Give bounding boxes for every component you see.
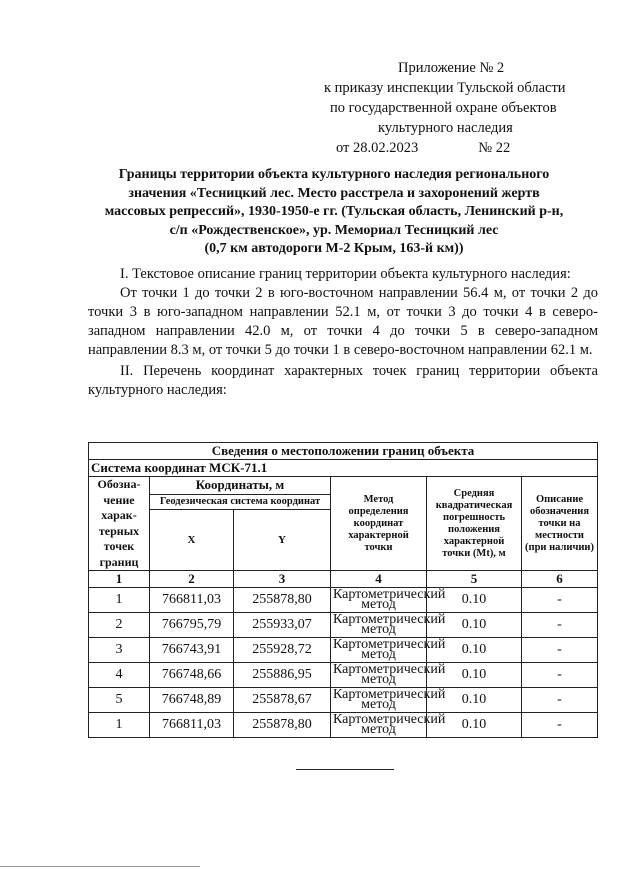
col-number: 4	[331, 571, 427, 588]
cell-point: 1	[89, 588, 150, 613]
cell-point: 2	[89, 613, 150, 638]
cell-error: 0.10	[427, 588, 522, 613]
col-header-method: Метод определения координат характерной точки	[331, 477, 427, 571]
cell-x: 766811,03	[150, 713, 234, 738]
cell-x: 766811,03	[150, 588, 234, 613]
order-number: № 22	[478, 140, 511, 156]
cell-point: 1	[89, 713, 150, 738]
coordinate-system: Система координат МСК-71.1	[89, 460, 598, 477]
cell-point: 3	[89, 638, 150, 663]
cell-desc: -	[522, 713, 598, 738]
cell-y: 255933,07	[234, 613, 331, 638]
document-title	[86, 166, 582, 259]
cell-desc: -	[522, 588, 598, 613]
cell-method: Картометрический метод	[331, 638, 427, 663]
cell-method: Картометрический метод	[331, 688, 427, 713]
appendix-date-line	[318, 138, 618, 158]
col-header-y: Y	[234, 510, 331, 571]
cell-y: 255886,95	[234, 663, 331, 688]
cell-x: 766748,66	[150, 663, 234, 688]
table-title: Сведения о местоположении границ объекта	[89, 443, 598, 460]
appendix-heritage: культурного наследия	[378, 120, 513, 136]
cell-desc: -	[522, 663, 598, 688]
cell-method: Картометрический метод	[331, 713, 427, 738]
appendix-authority: по государственной охране объектов	[330, 100, 557, 116]
title-line: с/п «Рождественское», ур. Мемориал Тесницкий лес	[169, 222, 499, 238]
col-number: 3	[234, 571, 331, 588]
cell-y: 255878,80	[234, 713, 331, 738]
cell-desc: -	[522, 638, 598, 663]
closing-rule	[296, 769, 394, 770]
col-header-point: Обозна- чение харак- терных точек границ	[89, 477, 150, 571]
section-1-heading: I. Текстовое описание границ территории объекта культурного наследия:	[120, 266, 571, 282]
cell-x: 766795,79	[150, 613, 234, 638]
scan-edge-line	[0, 866, 200, 867]
cell-error: 0.10	[427, 638, 522, 663]
appendix-order-ref: к приказу инспекции Тульской области	[324, 80, 566, 96]
title-line: значения «Тесницкий лес. Место расстрела и захоронений жертв	[128, 185, 540, 201]
column-numbers-row	[89, 571, 598, 588]
col-header-desc: Описание обозначения точки на местности (при наличии)	[522, 477, 598, 571]
col-number: 1	[89, 571, 150, 588]
coordinates-table	[88, 442, 598, 738]
col-number: 6	[522, 571, 598, 588]
col-header-x: X	[150, 510, 234, 571]
cell-y: 255878,67	[234, 688, 331, 713]
document-body	[88, 265, 598, 400]
section-2-heading: II. Перечень координат характерных точек границ территории объекта культурного наследия:	[88, 363, 598, 398]
cell-method: Картометрический метод	[331, 613, 427, 638]
col-header-coords: Координаты, м	[150, 477, 331, 495]
appendix-header	[318, 58, 618, 158]
title-line: массовых репрессий», 1930-1950-е гг. (Тульская область, Ленинский р-н,	[104, 204, 564, 219]
cell-y: 255928,72	[234, 638, 331, 663]
title-line: (0,7 км автодороги М-2 Крым, 163-й км))	[204, 241, 464, 256]
col-header-geo: Геодезическая система координат	[150, 494, 331, 509]
cell-method: Картометрический метод	[331, 663, 427, 688]
cell-x: 766743,91	[150, 638, 234, 663]
cell-point: 5	[89, 688, 150, 713]
cell-error: 0.10	[427, 713, 522, 738]
cell-error: 0.10	[427, 663, 522, 688]
section-1-text: От точки 1 до точки 2 в юго-восточном направлении 56.4 м, от точки 2 до точки 3 в юго-западном направлении 52.1 м, от точки 3 до точки 4 в северо-западном направлении 42.0 м, от точки 4 до точки 5 в северо-западном направлении 8.3 м, от точки 5 до точки 1 в северо-восточном направлении 62.1 м.	[88, 285, 598, 358]
col-number: 5	[427, 571, 522, 588]
table-row	[89, 613, 598, 638]
table-row	[89, 663, 598, 688]
cell-error: 0.10	[427, 688, 522, 713]
col-header-error: Средняя квадратическая погрешность положения характерной точки (Mt), м	[427, 477, 522, 571]
table-row	[89, 638, 598, 663]
order-date: от 28.02.2023	[336, 140, 419, 156]
table-row	[89, 713, 598, 738]
cell-desc: -	[522, 613, 598, 638]
title-line: Границы территории объекта культурного наследия регионального	[118, 167, 550, 182]
cell-method: Картометрический метод	[331, 588, 427, 613]
cell-x: 766748,89	[150, 688, 234, 713]
cell-error: 0.10	[427, 613, 522, 638]
col-number: 2	[150, 571, 234, 588]
cell-point: 4	[89, 663, 150, 688]
cell-desc: -	[522, 688, 598, 713]
cell-y: 255878,80	[234, 588, 331, 613]
appendix-number: Приложение № 2	[398, 60, 505, 76]
table-row	[89, 688, 598, 713]
table-row	[89, 588, 598, 613]
